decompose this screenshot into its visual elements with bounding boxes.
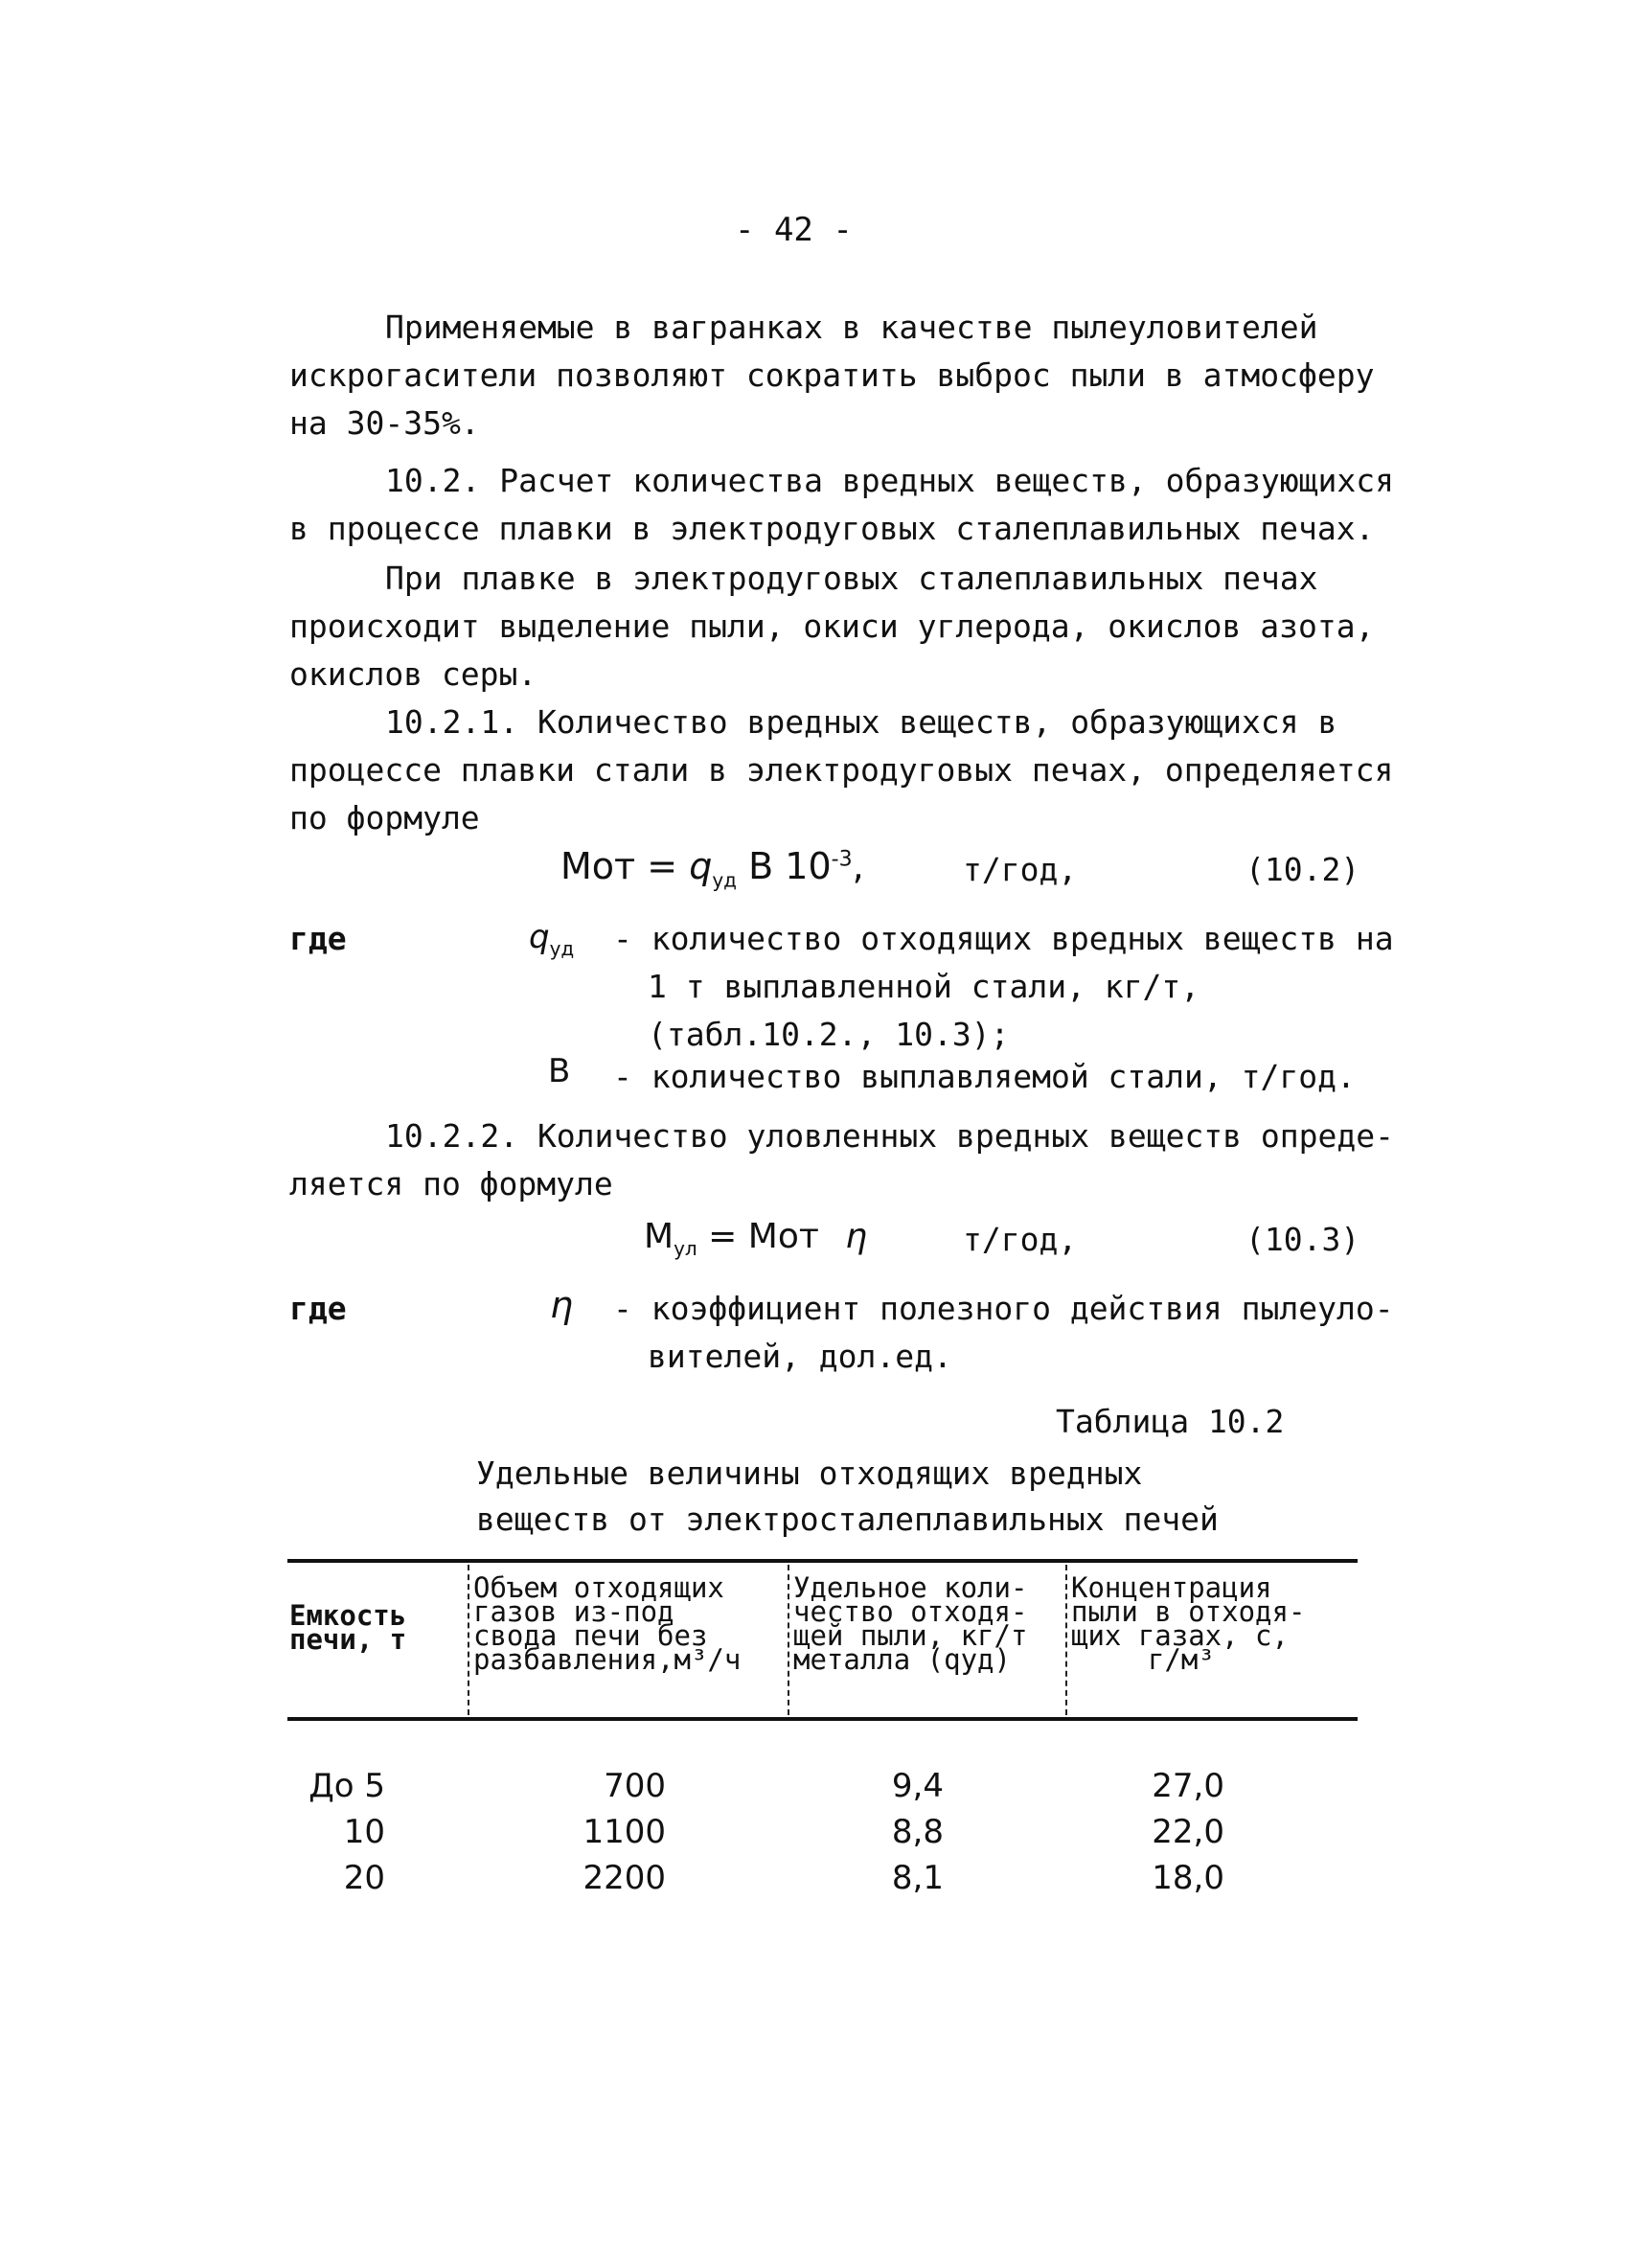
cell-capacity: До 5	[308, 1767, 385, 1805]
header-gas-volume-line-2: газов из-под	[473, 1595, 674, 1628]
formula-10-2-b: В	[748, 845, 774, 887]
table-header-capacity	[289, 1599, 407, 1656]
cell-concentration: 22,0	[1152, 1813, 1224, 1851]
cell-capacity: 20	[343, 1859, 385, 1897]
section-10-2-text-2: происходит выделение пыли, окиси углерода, окислов азота,	[289, 607, 1375, 645]
def-q-line-1: - количество отходящих вредных веществ на	[613, 920, 1394, 957]
formula-10-3-unit: т/год,	[963, 1221, 1078, 1258]
section-10-2-heading-1: 10.2. Расчет количества вредных веществ, образующихся	[385, 462, 1394, 499]
table-col-sep-3	[1065, 1565, 1067, 1715]
def-q-line-2: 1 т выплавленной стали, кг/т,	[648, 968, 1200, 1005]
formula-10-2-ten: 10	[785, 845, 832, 887]
def-b-line-1: - количество выплавляемой стали, т/год.	[613, 1058, 1356, 1095]
header-capacity-line-1: Емкость	[289, 1599, 407, 1632]
formula-10-2-lhs: Мот	[560, 845, 636, 887]
section-10-2-1-text-2: процессе плавки стали в электродуговых печах, определяется	[289, 751, 1394, 789]
formula-10-3-number: (10.3)	[1245, 1221, 1360, 1258]
section-10-2-1-text-1: 10.2.1. Количество вредных веществ, образующихся в	[385, 703, 1337, 741]
where-label-2: где	[289, 1290, 347, 1327]
table-label: Таблица 10.2	[1056, 1403, 1285, 1440]
header-specific-dust-line-1: Удельное коли-	[793, 1571, 1028, 1604]
formula-10-2-comma: ,	[852, 845, 864, 887]
cell-capacity: 10	[343, 1813, 385, 1851]
formula-10-2-q-sub: уд	[712, 868, 737, 892]
section-10-2-text-3: окислов серы.	[289, 655, 537, 693]
header-specific-dust-line-2: чество отходя-	[793, 1595, 1028, 1628]
section-10-2-heading-2: в процессе плавки в электродуговых сталеплавильных печах.	[289, 510, 1375, 547]
header-concentration-line-4: г/м³	[1148, 1643, 1215, 1676]
header-gas-volume-line-3: свода печи без	[473, 1619, 708, 1652]
cell-specific-dust: 9,4	[891, 1767, 944, 1805]
header-concentration-line-3: щих газах, с,	[1071, 1619, 1289, 1652]
section-10-2-2-text-2: ляется по формуле	[289, 1165, 613, 1203]
page-number: - 42 -	[735, 211, 853, 249]
def-eta-symbol: η	[550, 1284, 574, 1326]
table-header-concentration	[1071, 1571, 1306, 1676]
formula-10-3-op: =	[708, 1217, 738, 1256]
formula-10-2-number: (10.2)	[1245, 851, 1360, 888]
header-gas-volume-line-1: Объем отходящих	[473, 1571, 724, 1604]
def-q-symbol	[529, 918, 574, 960]
formula-10-3-eta: η	[845, 1217, 868, 1256]
section-10-2-2-text-1: 10.2.2. Количество уловленных вредных веществ опреде-	[385, 1117, 1394, 1155]
formula-10-2	[560, 845, 864, 892]
header-gas-volume-line-4: разбавления,м³/ч	[473, 1643, 742, 1676]
formula-10-3-rhs: Мот	[747, 1217, 819, 1256]
table-col-sep-2	[788, 1565, 789, 1715]
header-capacity-line-2: печи, т	[289, 1623, 407, 1656]
formula-10-3	[644, 1217, 867, 1260]
formula-10-2-q: q	[689, 845, 713, 887]
def-b-symbol: В	[548, 1052, 571, 1090]
formula-10-3-lhs: М	[644, 1217, 674, 1256]
table-header-gas-volume	[473, 1571, 742, 1676]
formula-10-2-unit: т/год,	[963, 851, 1078, 888]
cell-concentration: 18,0	[1152, 1859, 1224, 1897]
table-header-rule	[287, 1717, 1358, 1721]
section-10-2-1-text-3: по формуле	[289, 799, 480, 836]
cell-gas-volume: 2200	[583, 1859, 666, 1897]
header-concentration-line-1: Концентрация	[1071, 1571, 1272, 1604]
cell-gas-volume: 1100	[583, 1813, 666, 1851]
section-10-2-text-1: При плавке в электродуговых сталеплавильных печах	[385, 560, 1318, 597]
cell-gas-volume: 700	[604, 1767, 666, 1805]
def-q-letter: q	[529, 918, 550, 956]
def-q-line-3: (табл.10.2., 10.3);	[648, 1016, 1010, 1053]
table-top-rule	[287, 1559, 1358, 1563]
formula-10-3-lhs-sub: ул	[674, 1237, 697, 1261]
def-q-sub: уд	[549, 936, 575, 960]
intro-line-2: искрогасители позволяют сократить выброс пыли в атмосферу	[289, 356, 1375, 394]
intro-line-1: Применяемые в вагранках в качестве пылеуловителей	[385, 309, 1318, 346]
header-specific-dust-line-4: металла (qуд)	[793, 1643, 1011, 1676]
formula-10-2-exp: -3	[831, 847, 853, 872]
header-specific-dust-line-3: щей пыли, кг/т	[793, 1619, 1028, 1652]
header-concentration-line-2: пыли в отходя-	[1071, 1595, 1306, 1628]
def-eta-line-1: - коэффициент полезного действия пылеуло-	[613, 1290, 1394, 1327]
cell-concentration: 27,0	[1152, 1767, 1224, 1805]
formula-10-2-eq: =	[647, 845, 678, 887]
intro-line-3: на 30-35%.	[289, 404, 480, 442]
where-label-1: где	[289, 920, 347, 957]
table-title-line-2: веществ от электросталеплавильных печей	[476, 1501, 1219, 1538]
def-eta-line-2: вителей, дол.ед.	[648, 1338, 952, 1375]
table-header-specific-dust	[793, 1571, 1028, 1676]
table-col-sep-1	[468, 1565, 469, 1715]
cell-specific-dust: 8,1	[891, 1859, 944, 1897]
cell-specific-dust: 8,8	[891, 1813, 944, 1851]
table-title-line-1: Удельные величины отходящих вредных	[476, 1455, 1143, 1492]
